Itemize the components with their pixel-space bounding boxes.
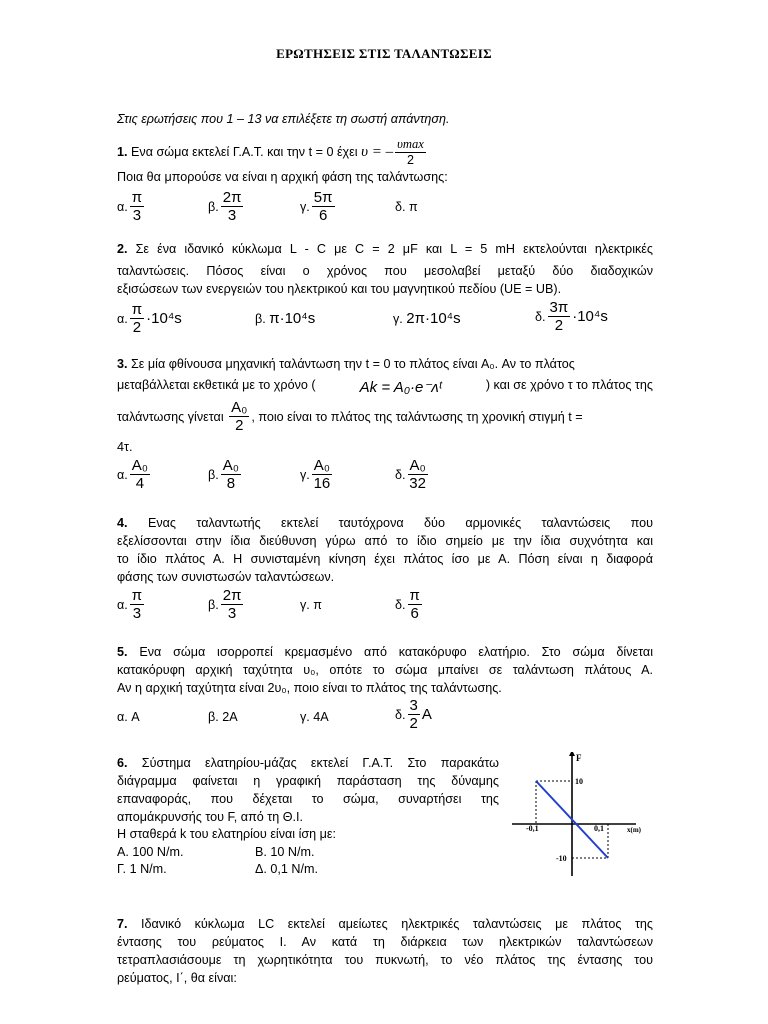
question-text: Αν η αρχική ταχύτητα είναι 2υ₀, ποιο είναι το πλάτος της ταλάντωσης. xyxy=(117,681,502,695)
option-c[interactable]: Γ. 1 N/m. xyxy=(117,862,167,876)
page-title: ΕΡΩΤΗΣΕΙΣ ΣΤΙΣ ΤΑΛΑΝΤΩΣΕΙΣ xyxy=(276,46,492,61)
formula-fraction: $\frac{\upsilon\max}{2}$ xyxy=(397,137,424,167)
question-3 xyxy=(117,357,653,371)
y-axis-label: F xyxy=(576,753,582,763)
question-text: ρεύματος, Ι΄, θα είναι: xyxy=(117,971,237,985)
option-b[interactable]: β. π·10⁴s xyxy=(255,310,316,327)
option-c[interactable]: γ. 4Α xyxy=(300,710,329,724)
question-text: κατακόρυφη αρχική ταχύτητα υ₀, οπότε το σώμα μπαίνει σε ταλάντωση πλάτους Α. xyxy=(117,663,653,677)
question-number: 7. xyxy=(117,917,128,931)
option-d[interactable]: δ. $\frac{\text{A₀}}{32}$ xyxy=(395,457,426,492)
question-text: φάσης των συνιστωσών ταλαντώσεων. xyxy=(117,570,335,584)
question-text: Σε μία φθίνουσα μηχανική ταλάντωση την t = 0 το πλάτος είναι A₀. Αν το πλάτος xyxy=(131,357,575,371)
x-tick-label: -0,1 xyxy=(526,824,539,833)
y-tick-label: 10 xyxy=(575,777,583,786)
formula-fraction: $\frac{\text{A₀}}{2}$ xyxy=(231,399,248,434)
question-1 xyxy=(117,138,653,166)
question-text: Η σταθερά k του ελατηρίου είναι ίση με: xyxy=(117,827,337,841)
question-6 xyxy=(117,756,499,770)
question-text: ταλαντώσεις. Πόσος είναι ο χρόνος που μεσολαβεί μεταξύ δύο διαδοχικών xyxy=(117,264,653,278)
option-c[interactable]: γ. $\frac{5\pi}{6}$ xyxy=(300,189,333,224)
option-a[interactable]: α. $\frac{\text{A₀}}{4}$ xyxy=(117,457,149,492)
question-2 xyxy=(117,242,653,256)
question-text: μεταβάλλεται εκθετικά με το χρόνο ( xyxy=(117,378,316,392)
option-b[interactable]: β. $\frac{\text{A₀}}{8}$ xyxy=(208,457,239,492)
formula: Ak = A₀·e⁻ᴧᵗ xyxy=(359,379,442,396)
y-tick-label: -10 xyxy=(556,854,567,863)
option-a[interactable]: α. $\frac{\pi}{2}$ ·10⁴s xyxy=(117,301,182,336)
instructions: Στις ερωτήσεις που 1 – 13 να επιλέξετε τη σωστή απάντηση. xyxy=(117,112,450,126)
question-number: 6. xyxy=(117,756,128,770)
question-number: 2. xyxy=(117,242,128,256)
question-text: έντασης του ρεύματος Ι. Αν κατά τη διάρκεια των ηλεκτρικών ταλαντώσεων xyxy=(117,935,653,949)
question-number: 4. xyxy=(117,516,128,530)
option-a[interactable]: Α. 100 N/m. xyxy=(117,845,184,859)
question-text: τετραπλασιάσουμε τη χωρητικότητα του πυκνωτή, το νέο πλάτος της έντασης του xyxy=(117,953,653,967)
question-5 xyxy=(117,645,653,659)
x-axis-label: x(m) xyxy=(627,826,641,834)
question-text: 4τ. xyxy=(117,440,133,454)
question-text: διάγραμμα φαίνεται η γραφική παράσταση της δύναμης xyxy=(117,774,499,788)
question-text: το ίδιο πλάτος Α. Η συνισταμένη κίνηση έχει πλάτος ίσο με Α. Πόση είναι η διαφορά xyxy=(117,552,653,566)
option-b[interactable]: β. 2Α xyxy=(208,710,238,724)
question-text: Ενας ταλαντωτής εκτελεί ταυτόχρονα δύο αρμονικές ταλαντώσεις που xyxy=(147,516,654,530)
question-text: Ενα σώμα ισορροπεί κρεμασμένο από κατακόρυφο ελατήριο. Στο σώμα δίνεται xyxy=(139,645,653,659)
force-displacement-graph xyxy=(512,752,652,878)
question-text: Ποια θα μπορούσε να είναι η αρχική φάση της ταλάντωσης: xyxy=(117,170,448,184)
question-number: 1. xyxy=(117,145,128,160)
option-b[interactable]: β. $\frac{2\pi}{3}$ xyxy=(208,189,242,224)
question-4 xyxy=(117,516,653,530)
question-text: ταλάντωσης γίνεται xyxy=(117,409,224,424)
option-d[interactable]: δ. $\frac{\pi}{6}$ xyxy=(395,587,420,622)
question-number: 5. xyxy=(117,645,128,659)
question-text: απομάκρυνσής του F, από τη Θ.Ι. xyxy=(117,810,304,824)
option-b[interactable]: β. $\frac{2\pi}{3}$ xyxy=(208,587,242,622)
option-d[interactable]: Δ. 0,1 N/m. xyxy=(255,862,319,876)
option-d[interactable]: δ. $\frac{3}{2}$ A xyxy=(395,697,432,732)
question-text: Σε ένα ιδανικό κύκλωμα L - C με C = 2 μF και L = 5 mH εκτελούνται ηλεκτρικές xyxy=(135,242,653,256)
option-d[interactable]: δ. $\frac{3\pi}{2}$ ·10⁴s xyxy=(535,299,608,334)
question-text: Σύστημα ελατηρίου-μάζας εκτελεί Γ.Α.Τ. Στο παρακάτω xyxy=(141,756,499,770)
formula: υ = – xyxy=(361,143,394,160)
option-c[interactable]: γ. π xyxy=(300,598,322,612)
question-number: 3. xyxy=(117,357,128,371)
option-a[interactable]: α. $\frac{\pi}{3}$ xyxy=(117,587,143,622)
question-text: εξισώσεων των ενεργειών του ηλεκτρικού και του μαγνητικού πεδίου (UE = UB). xyxy=(117,282,562,296)
question-text: ) και σε χρόνο τ το πλάτος της xyxy=(485,378,653,392)
x-tick-label: 0,1 xyxy=(594,824,604,833)
question-text: Ιδανικό κύκλωμα LC εκτελεί αμείωτες ηλεκτρικές ταλαντώσεις με πλάτος της xyxy=(141,917,654,931)
option-d[interactable]: δ. π xyxy=(395,200,418,214)
y-axis-arrow xyxy=(569,752,575,756)
option-c[interactable]: γ. 2π·10⁴s xyxy=(393,310,461,327)
option-b[interactable]: Β. 10 N/m. xyxy=(255,845,315,859)
option-c[interactable]: γ. $\frac{\text{A₀}}{16}$ xyxy=(300,457,331,492)
question-7 xyxy=(117,917,653,931)
option-a[interactable]: α. Α xyxy=(117,710,140,724)
question-text: επαναφοράς, που δέχεται το σώμα, συναρτήσει της xyxy=(117,792,499,806)
question-text: Ενα σώμα εκτελεί Γ.Α.Τ. και την t = 0 έχει xyxy=(131,145,358,160)
option-a[interactable]: α. $\frac{\pi}{3}$ xyxy=(117,189,143,224)
question-text: , ποιο είναι το πλάτος της ταλάντωσης τη χρονική στιγμή t = xyxy=(251,409,583,424)
question-text: εξελίσσονται στην ίδια διεύθυνση γύρω από το ίδιο σημείο με την ίδια συχνότητα και xyxy=(117,534,653,548)
